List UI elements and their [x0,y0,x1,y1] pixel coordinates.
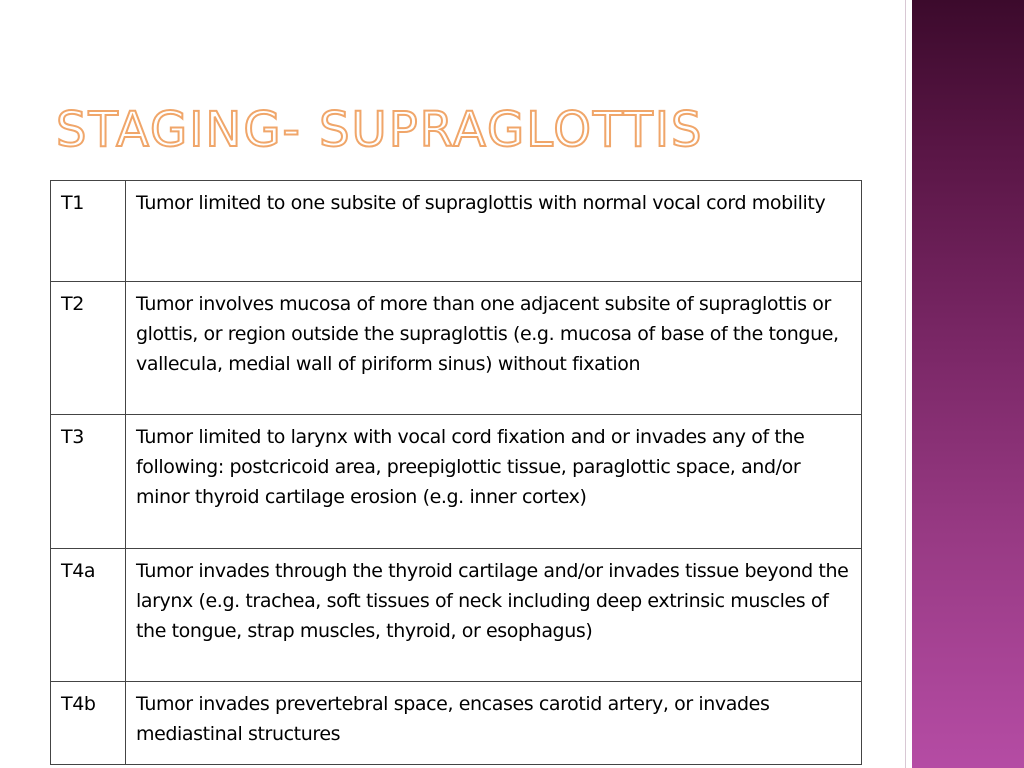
table-row [51,549,862,682]
stage-cell: T3 [51,415,126,549]
description-cell: Tumor involves mucosa of more than one adjacent subsite of supraglottis or glottis, or region outside the supraglottis (e.g. mucosa of base of the tongue, vallecula, medial wall of piriform sinus) without fixation [126,282,862,415]
stage-cell: T4b [51,682,126,765]
side-divider-line [905,0,906,768]
table-row [51,415,862,549]
stage-cell: T1 [51,181,126,282]
table-row [51,181,862,282]
staging-table [50,180,862,765]
description-cell: Tumor limited to larynx with vocal cord fixation and or invades any of the following: postcricoid area, preepiglottic tissue, paraglottic space, and/or minor thyroid cartilage erosion (e.g. inner cortex) [126,415,862,549]
description-cell: Tumor limited to one subsite of supraglottis with normal vocal cord mobility [126,181,862,282]
description-cell: Tumor invades prevertebral space, encases carotid artery, or invades mediastinal structures [126,682,862,765]
table-row [51,282,862,415]
description-cell: Tumor invades through the thyroid cartilage and/or invades tissue beyond the larynx (e.g. trachea, soft tissues of neck including deep extrinsic muscles of the tongue, strap muscles, thyroid, or esophagus) [126,549,862,682]
stage-cell: T2 [51,282,126,415]
decorative-side-band [912,0,1024,768]
slide-title: STAGING- SUPRAGLOTTIS [56,102,704,158]
table-row [51,682,862,765]
stage-cell: T4a [51,549,126,682]
